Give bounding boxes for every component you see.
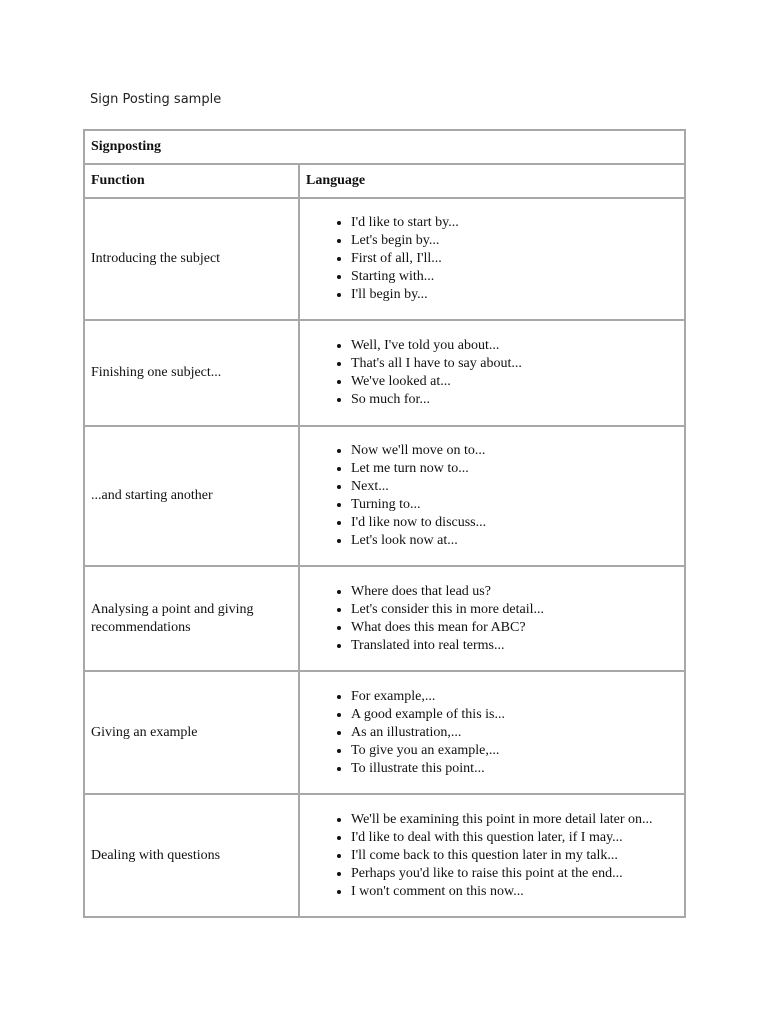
function-cell: Dealing with questions xyxy=(84,794,299,917)
column-header-function: Function xyxy=(84,164,299,198)
phrase-list xyxy=(306,337,678,409)
phrase-list xyxy=(306,214,678,304)
column-header-language: Language xyxy=(299,164,685,198)
phrase-item: • Starting with... xyxy=(351,268,678,286)
phrase-item: • Let me turn now to... xyxy=(351,460,678,478)
function-cell: Finishing one subject... xyxy=(84,320,299,426)
phrase-item: • A good example of this is... xyxy=(351,706,678,724)
function-cell: Giving an example xyxy=(84,671,299,794)
signposting-table xyxy=(83,129,686,918)
phrase-item: • I'd like to start by... xyxy=(351,214,678,232)
phrase-item: • Translated into real terms... xyxy=(351,637,678,655)
phrase-item: • Perhaps you'd like to raise this point at the end... xyxy=(351,865,678,883)
phrase-item: • I'd like to deal with this question later, if I may... xyxy=(351,829,678,847)
phrase-item: • We'll be examining this point in more detail later on... xyxy=(351,811,678,829)
phrase-item: • So much for... xyxy=(351,391,678,409)
phrase-item: • We've looked at... xyxy=(351,373,678,391)
phrase-item: • First of all, I'll... xyxy=(351,250,678,268)
table-row xyxy=(84,566,685,671)
language-cell xyxy=(299,426,685,566)
table-header-row xyxy=(84,164,685,198)
phrase-list xyxy=(306,811,678,901)
table-row xyxy=(84,671,685,794)
phrase-item: • I'll come back to this question later in my talk... xyxy=(351,847,678,865)
phrase-item: • Turning to... xyxy=(351,496,678,514)
language-cell xyxy=(299,566,685,671)
phrase-list xyxy=(306,442,678,550)
phrase-item: • Where does that lead us? xyxy=(351,583,678,601)
table-row xyxy=(84,320,685,426)
phrase-item: • For example,... xyxy=(351,688,678,706)
phrase-item: • Let's begin by... xyxy=(351,232,678,250)
phrase-item: • I'd like now to discuss... xyxy=(351,514,678,532)
table-row xyxy=(84,198,685,320)
table-caption: Signposting xyxy=(84,130,685,164)
table-caption-row xyxy=(84,130,685,164)
phrase-item: • I won't comment on this now... xyxy=(351,883,678,901)
function-cell: Introducing the subject xyxy=(84,198,299,320)
phrase-item: • I'll begin by... xyxy=(351,286,678,304)
phrase-item: • As an illustration,... xyxy=(351,724,678,742)
phrase-list xyxy=(306,583,678,655)
phrase-item: • To give you an example,... xyxy=(351,742,678,760)
function-cell: Analysing a point and giving recommendations xyxy=(84,566,299,671)
table-row xyxy=(84,794,685,917)
language-cell xyxy=(299,671,685,794)
phrase-item: • Now we'll move on to... xyxy=(351,442,678,460)
table-row xyxy=(84,426,685,566)
phrase-item: • Well, I've told you about... xyxy=(351,337,678,355)
language-cell xyxy=(299,198,685,320)
phrase-item: • Let's look now at... xyxy=(351,532,678,550)
document-title: Sign Posting sample xyxy=(90,92,222,107)
phrase-item: • Next... xyxy=(351,478,678,496)
phrase-item: • Let's consider this in more detail... xyxy=(351,601,678,619)
phrase-list xyxy=(306,688,678,778)
language-cell xyxy=(299,320,685,426)
language-cell xyxy=(299,794,685,917)
phrase-item: • That's all I have to say about... xyxy=(351,355,678,373)
function-cell: ...and starting another xyxy=(84,426,299,566)
phrase-item: • To illustrate this point... xyxy=(351,760,678,778)
phrase-item: • What does this mean for ABC? xyxy=(351,619,678,637)
